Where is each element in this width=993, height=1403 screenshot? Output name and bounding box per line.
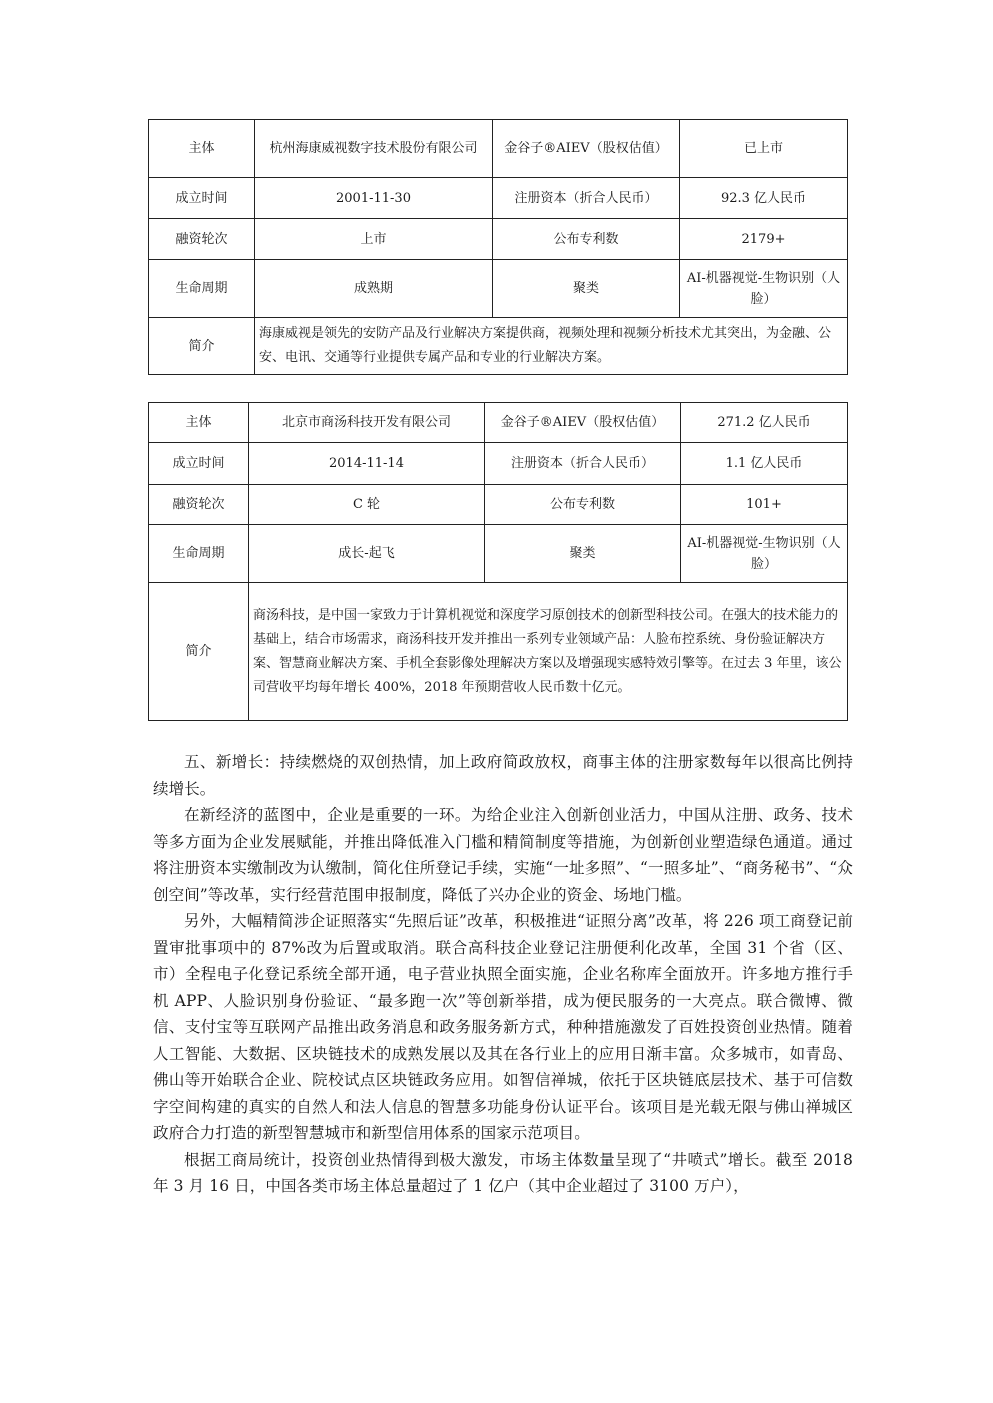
capital-value: 92.3 亿人民币 [680,178,848,219]
valuation-value: 271.2 亿人民币 [681,403,848,443]
label-lifecycle: 生命周期 [149,525,249,583]
lifecycle-value: 成熟期 [255,260,493,318]
intro-text: 海康威视是领先的安防产品及行业解决方案提供商，视频处理和视频分析技术尤其突出，为金融、公安、电讯、交通等行业提供专属产品和专业的行业解决方案。 [255,318,848,375]
body-paragraph: 根据工商局统计，投资创业热情得到极大激发，市场主体数量呈现了“井喷式”增长。截至 2018 年 3 月 16 日，中国各类市场主体总量超过了 1 亿户（其中企业超过了 3100 万户）， [153,1150,853,1195]
label-cluster: 聚类 [493,260,680,318]
cluster-value: AI-机器视觉-生物识别（人脸） [681,525,848,583]
founded-date: 2014-11-14 [249,443,485,485]
table-row [149,120,848,178]
table-row [149,525,848,583]
company-name: 杭州海康威视数字技术股份有限公司 [255,120,493,178]
capital-value: 1.1 亿人民币 [681,443,848,485]
label-cluster: 聚类 [485,525,681,583]
table-row [149,403,848,443]
label-valuation: 金谷子®AIEV（股权估值） [493,120,680,178]
intro-text: 商汤科技，是中国一家致力于计算机视觉和深度学习原创技术的创新型科技公司。在强大的技术能力的基础上，结合市场需求，商汤科技开发并推出一系列专业领域产品：人脸布控系统、身份验证解决方案、智慧商业解决方案、手机全套影像处理解决方案以及增强现实感特效引擎等。在过去 3 年里，该公司营收平均每年增长 400%，2018 年预期营收人民币数十亿元。 [249,583,848,721]
body-paragraph: 在新经济的蓝图中，企业是重要的一环。为给企业注入创新创业活力，中国从注册、政务、技术等多方面为企业发展赋能，并推出降低准入门槛和精简制度等措施，为创新创业塑造绿色通道。通过将注册资本实缴制改为认缴制，简化住所登记手续，实施“一址多照”、“一照多址”、“商务秘书”、“众创空间”等改革，实行经营范围申报制度，降低了兴办企业的资金、场地门槛。 [153,806,853,904]
section-heading-paragraph: 五、新增长：持续燃烧的双创热情，加上政府简政放权，商事主体的注册家数每年以很高比例持续增长。 [153,753,853,798]
body-paragraph: 另外，大幅精简涉企证照落实“先照后证”改革，积极推进“证照分离”改革，将 226 项工商登记前置审批事项中的 87%改为后置或取消。联合高科技企业登记注册便利化改革，全国 31 个省（区、市）全程电子化登记系统全部开通，电子营业执照全面实施，企业名称库全面放开。许多地方推行手机 APP、人脸识别身份验证、“最多跑一次”等创新举措，成为便民服务的一大亮点。联合微博、微信、支付宝等互联网产品推出政务消息和政务服务新方式，种种措施激发了百姓投资创业热情。随着人工智能、大数据、区块链技术的成熟发展以及其在各行业上的应用日渐丰富。众多城市，如青岛、佛山等开始联合企业、院校试点区块链政务应用。如智信禅城，依托于区块链底层技术、基于可信数字空间构建的真实的自然人和法人信息的智慧多功能身份认证平台。该项目是光载无限与佛山禅城区政府合力打造的新型智慧城市和新型信用体系的国家示范项目。 [153,912,853,1142]
label-capital: 注册资本（折合人民币） [485,443,681,485]
funding-round-value: 上市 [255,219,493,260]
label-capital: 注册资本（折合人民币） [493,178,680,219]
label-founded: 成立时间 [149,443,249,485]
label-subject: 主体 [149,403,249,443]
company-name: 北京市商汤科技开发有限公司 [249,403,485,443]
label-patents: 公布专利数 [485,485,681,525]
founded-date: 2001-11-30 [255,178,493,219]
label-intro: 简介 [149,583,249,721]
table-row [149,583,848,721]
cluster-value: AI-机器视觉-生物识别（人脸） [680,260,848,318]
table-row [149,260,848,318]
label-funding-round: 融资轮次 [149,485,249,525]
label-founded: 成立时间 [149,178,255,219]
table-row [149,443,848,485]
company-table-sensetime [148,402,848,721]
lifecycle-value: 成长-起飞 [249,525,485,583]
table-row [149,485,848,525]
label-patents: 公布专利数 [493,219,680,260]
label-intro: 简介 [149,318,255,375]
patents-value: 101+ [681,485,848,525]
table-row [149,178,848,219]
label-lifecycle: 生命周期 [149,260,255,318]
label-subject: 主体 [149,120,255,178]
article-body [153,749,853,1200]
table-row [149,318,848,375]
funding-round-value: C 轮 [249,485,485,525]
patents-value: 2179+ [680,219,848,260]
valuation-value: 已上市 [680,120,848,178]
label-funding-round: 融资轮次 [149,219,255,260]
table-row [149,219,848,260]
label-valuation: 金谷子®AIEV（股权估值） [485,403,681,443]
company-table-hikvision [148,119,848,375]
